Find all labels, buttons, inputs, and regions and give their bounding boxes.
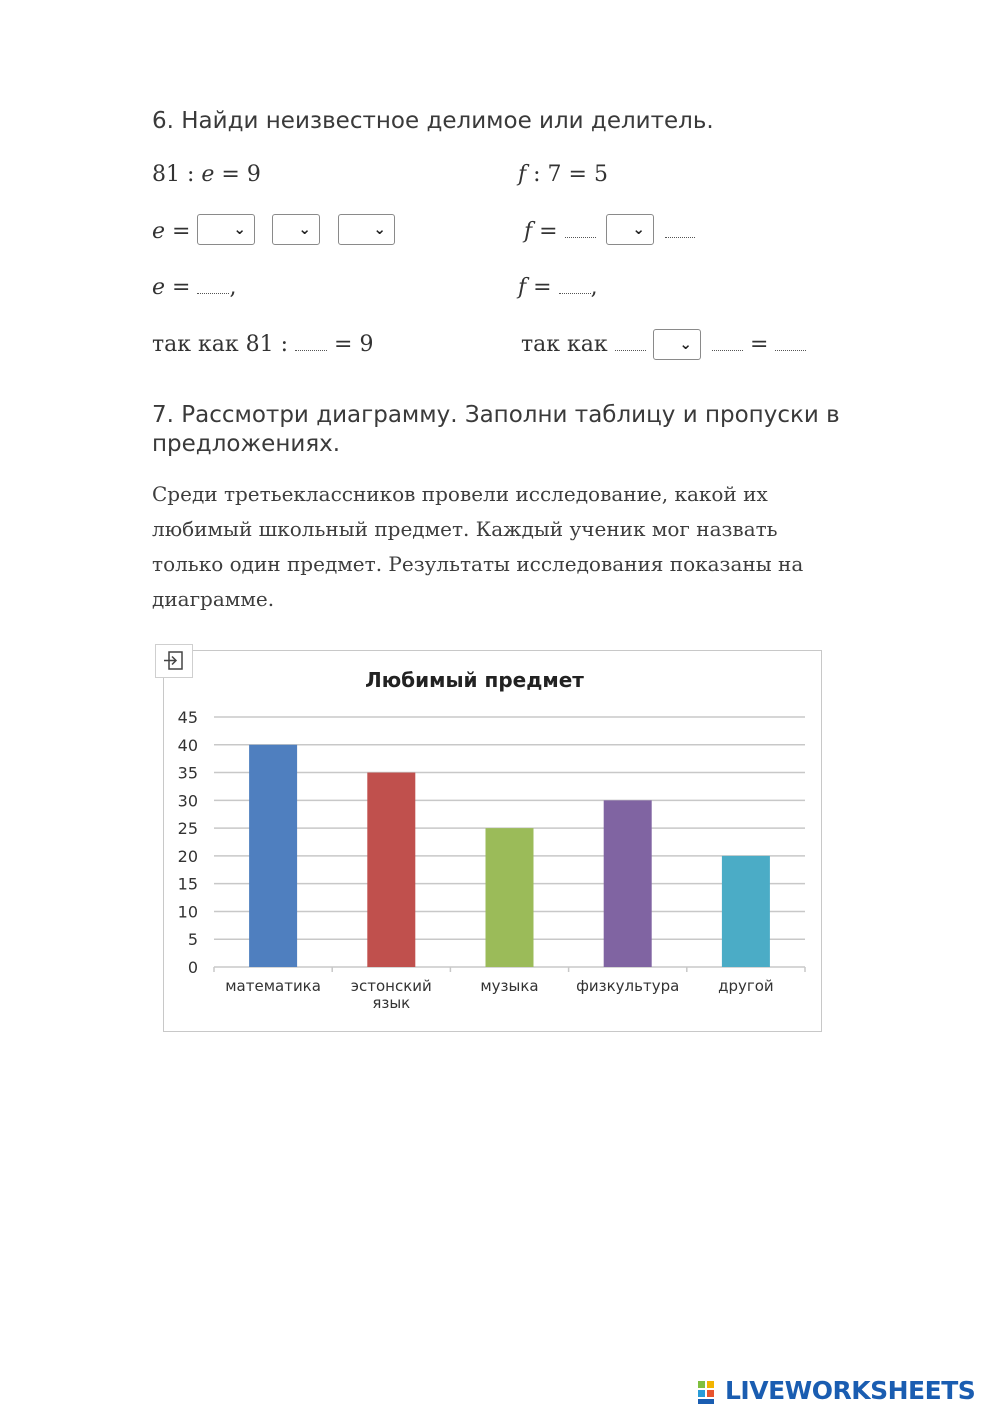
logo-text: LIVEWORKSHEETS <box>725 1376 976 1405</box>
right-dropdown-1[interactable] <box>606 214 654 245</box>
left-row4: так как 81 : = 9 <box>152 332 374 357</box>
chevron-down-icon: ⌄ <box>632 220 645 238</box>
bar-chart <box>164 651 821 1031</box>
y-tick-label: 15 <box>177 874 198 894</box>
y-tick-label: 25 <box>177 819 198 839</box>
left-equation: 81 : e = 9 <box>152 162 261 187</box>
y-tick-label: 35 <box>177 763 198 783</box>
task7-title-line1: 7. Рассмотри диаграмму. Заполни таблицу и пропуски в <box>152 402 840 428</box>
chart-title: Любимый предмет <box>365 668 584 692</box>
y-tick-label: 10 <box>177 902 198 922</box>
right-row4-blank-1[interactable] <box>615 332 646 351</box>
left-dropdown-1[interactable] <box>197 214 255 245</box>
y-tick-label: 5 <box>187 930 198 950</box>
left-row2-label: e = <box>152 219 191 244</box>
y-tick-label: 40 <box>177 735 198 755</box>
task7-paragraph: Среди третьеклассников провели исследование, какой их любимый школьный предмет. Каждый ученик мог назвать только один предмет. Результаты исследования показаны на диаграмме. <box>152 482 804 611</box>
chevron-down-icon: ⌄ <box>679 335 692 353</box>
y-tick-label: 0 <box>187 958 198 977</box>
left-dropdown-3[interactable] <box>338 214 395 245</box>
bar <box>486 828 534 967</box>
x-tick-label: эстонский язык <box>350 977 432 1012</box>
right-row2-blank-1[interactable] <box>565 219 596 238</box>
chevron-down-icon: ⌄ <box>373 220 386 238</box>
right-row4-lead: так как <box>521 332 646 357</box>
x-tick-label: математика <box>225 977 321 995</box>
right-row4-blank-2[interactable] <box>712 332 743 351</box>
x-tick-label: музыка <box>480 977 539 995</box>
right-row2-blank-2[interactable] <box>665 219 695 238</box>
y-tick-label: 20 <box>177 846 198 866</box>
expand-icon <box>156 645 192 677</box>
bar <box>249 745 297 967</box>
bar <box>722 856 770 967</box>
right-dropdown-2[interactable] <box>653 329 701 360</box>
right-equation: f : 7 = 5 <box>518 162 608 187</box>
right-row4-blank-3[interactable] <box>775 332 806 351</box>
x-tick-label: физкультура <box>576 977 680 995</box>
right-row2-label: f = <box>524 219 596 244</box>
task7-title-line2: предложениях. <box>152 431 341 457</box>
bar <box>604 800 652 967</box>
right-row3-blank[interactable] <box>559 275 591 294</box>
right-row3: f = , <box>518 275 598 300</box>
left-row4-blank[interactable] <box>295 332 327 351</box>
left-dropdown-2[interactable] <box>272 214 320 245</box>
left-row3: e = , <box>152 275 237 300</box>
y-tick-label: 30 <box>177 791 198 811</box>
task6-title: 6. Найди неизвестное делимое или делитель. <box>152 108 714 134</box>
chevron-down-icon: ⌄ <box>298 220 311 238</box>
chevron-down-icon: ⌄ <box>233 220 246 238</box>
right-row2-tail <box>665 219 695 244</box>
fullscreen-button[interactable] <box>155 644 193 678</box>
bar <box>367 773 415 967</box>
chart-frame <box>163 650 822 1032</box>
liveworksheets-logo-icon <box>697 1380 723 1406</box>
x-tick-label: другой <box>718 977 774 995</box>
y-tick-label: 45 <box>177 708 198 727</box>
left-row3-blank[interactable] <box>197 275 229 294</box>
right-row4-tail: = <box>712 332 806 357</box>
